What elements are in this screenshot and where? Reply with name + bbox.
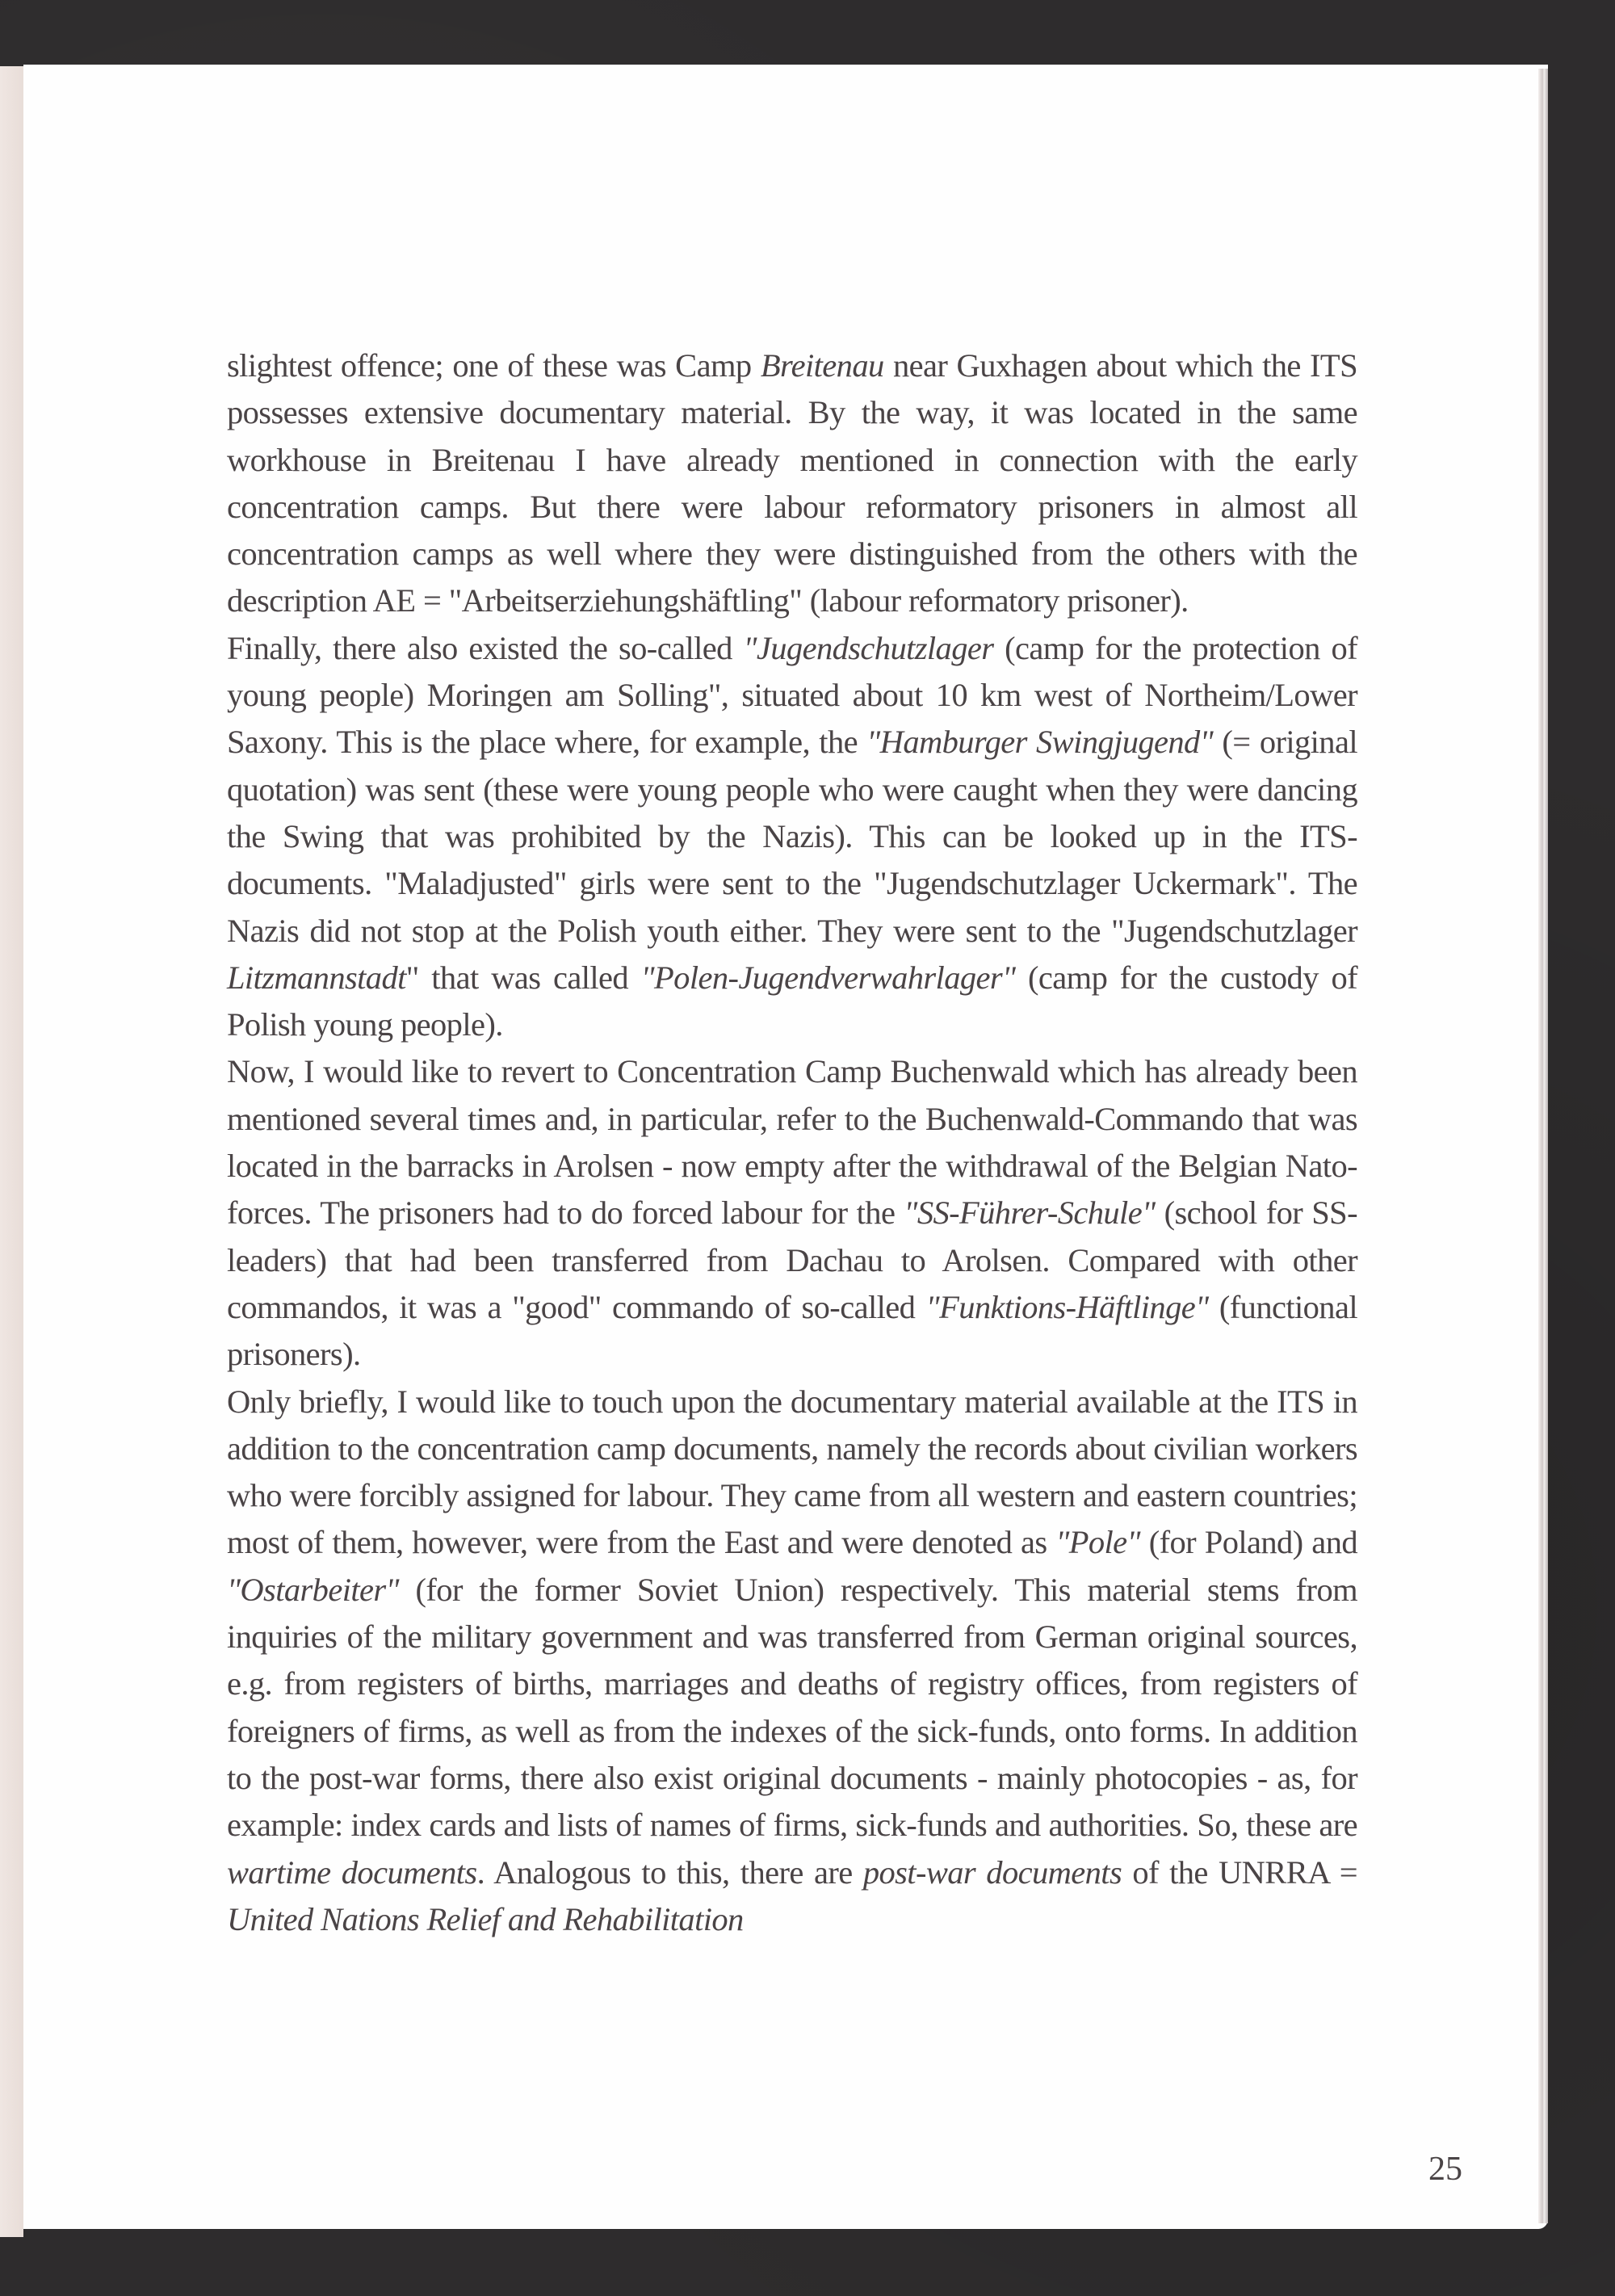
italic-text: "Ostarbeiter" (227, 1571, 399, 1608)
italic-text: Breitenau (760, 347, 884, 384)
italic-text: "Hamburger Swingjugend" (866, 724, 1214, 761)
text-segment: (for Poland) and (1139, 1524, 1357, 1561)
paragraph-breitenau (227, 342, 1357, 625)
text-segment: near Guxhagen about which the ITS possesses extensive documentary material. By the way, it was located in the same workhouse in Breitenau I have already mentioned in connection with the early concentration camps. But there were labour reformatory prisoners in almost all concentration camps as well where they were distinguished from the others with the description AE = "Arbeitserziehungshäftling" (labour reformatory prisoner). (227, 347, 1357, 619)
italic-text: "Pole" (1055, 1524, 1140, 1561)
paragraph-civilian-workers (227, 1379, 1357, 1944)
italic-text: wartime documents (227, 1853, 477, 1891)
italic-text: "Jugendschutzlager (743, 629, 994, 666)
text-segment: Finally, there also existed the so-called (227, 629, 744, 666)
document-page (23, 65, 1548, 2229)
text-segment: (camp for the protection of young people) Moringen am Solling", situated about 10 km west of Northeim/Lower Saxony. This is the place where, for example, the (227, 629, 1358, 761)
text-segment: (camp for the custody of Polish young people). (227, 959, 1357, 1043)
text-segment: " that was called (405, 959, 641, 996)
text-segment: of the UNRRA = (1122, 1853, 1357, 1891)
text-segment: (for the former Soviet Union) respectively. This material stems from inquiries of the military government and was transferred from German original sources, e.g. from registers of births, marriages and deaths of registry offices, from registers of foreigners of firms, as well as from the indexes of the sick-funds, onto forms. In addition to the post-war forms, there also exist original documents - mainly photocopies - as, for example: index cards and lists of names of firms, sick-funds and authorities. So, these are (227, 1571, 1357, 1844)
paragraph-jugendschutzlager (227, 625, 1357, 1049)
italic-text: Litzmannstadt (227, 959, 406, 996)
text-segment: Now, I would like to revert to Concentration Camp Buchenwald which has already been mentioned several times and, in particular, refer to the Buchenwald-Commando that was located in the barracks in Arolsen - now empty after the withdrawal of the Belgian Nato-forces. The prisoners had to do forced labour for the (227, 1053, 1357, 1232)
italic-text: United Nations Relief and Rehabilitation (227, 1900, 744, 1937)
page-stack-edge (1538, 69, 1548, 2223)
text-segment: (functional prisoners). (227, 1288, 1357, 1373)
text-segment: Only briefly, I would like to touch upon the documentary material available at the ITS in addition to the concentration camp documents, namely the records about civilian workers who were forcibly assigned for labour. They came from all western and eastern countries; most of them, however, were from the East and were denoted as (227, 1383, 1357, 1561)
paragraph-buchenwald (227, 1048, 1357, 1378)
italic-text: "SS-Führer-Schule" (904, 1194, 1156, 1232)
italic-text: post-war documents (862, 1853, 1122, 1891)
facing-page-edge (0, 66, 23, 2237)
text-segment: . Analogous to this, there are (476, 1853, 863, 1891)
body-text (227, 342, 1357, 1943)
text-segment: (school for SS-leaders) that had been transferred from Dachau to Arolsen. Compared with other commandos, it was a "good" commando of so-called (227, 1194, 1357, 1325)
page-number: 25 (1428, 2151, 1462, 2188)
italic-text: "Funktions-Häftlinge" (925, 1288, 1209, 1325)
italic-text: "Polen-Jugendverwahrlager" (640, 959, 1016, 996)
text-segment: slightest offence; one of these was Camp (227, 347, 761, 384)
text-segment: (= original quotation) was sent (these were young people who were caught when they were dancing the Swing that was prohibited by the Nazis). This can be looked up in the ITS-documents. "Maladjusted" girls were sent to the "Jugendschutzlager Uckermark". The Nazis did not stop at the Polish youth either. They were sent to the "Jugendschutzlager (227, 724, 1357, 949)
